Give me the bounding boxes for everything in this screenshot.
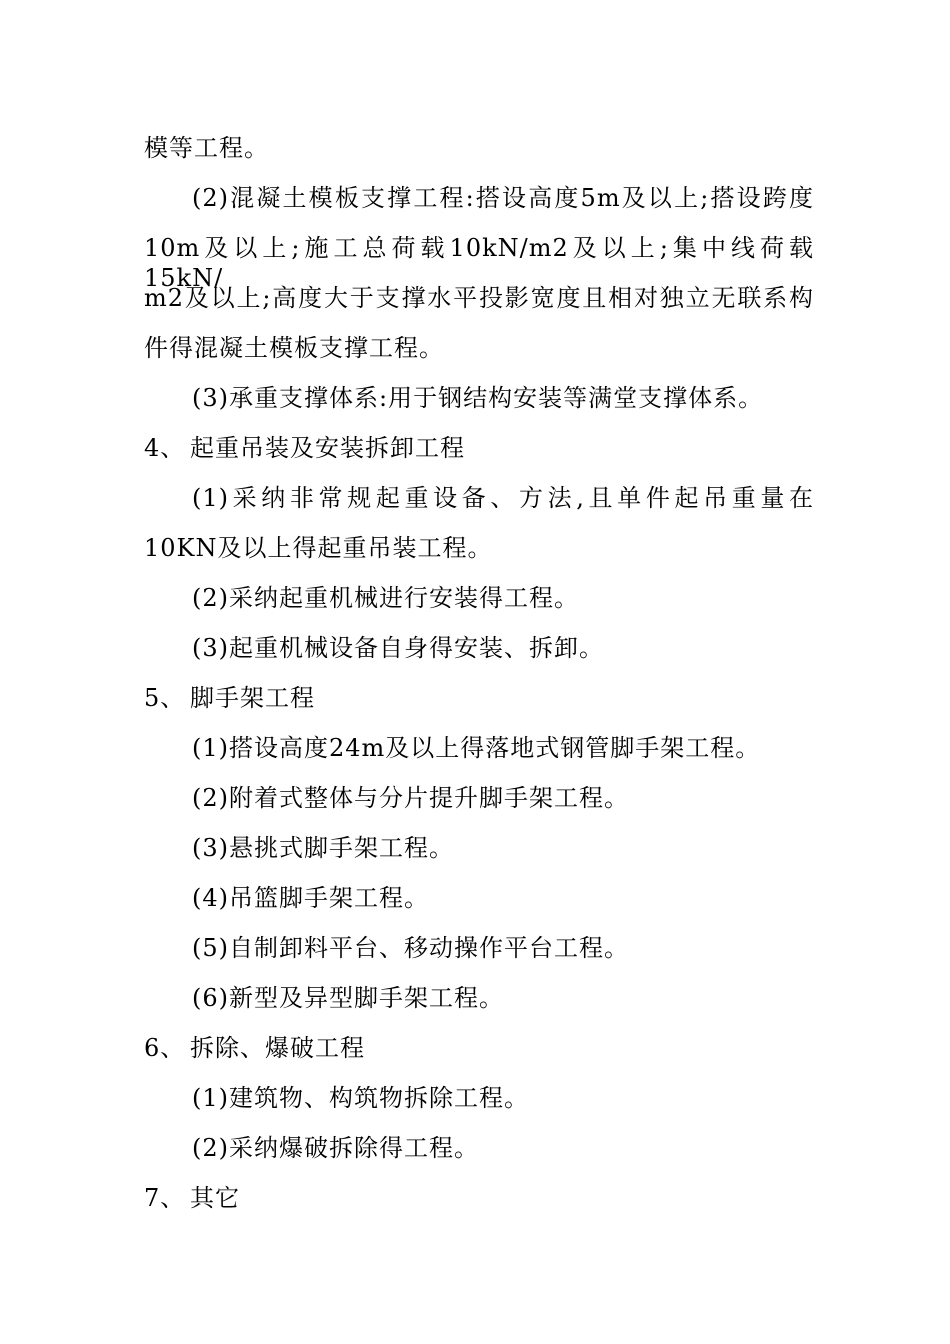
- section-title: 起重吊装及安装拆卸工程: [190, 434, 465, 462]
- section-title: 拆除、爆破工程: [190, 1034, 365, 1062]
- text-line: (2)采纳爆破拆除得工程。: [192, 1134, 479, 1162]
- section-heading-6: [144, 1033, 814, 1063]
- text-line: (2)附着式整体与分片提升脚手架工程。: [192, 784, 629, 812]
- text-line: (1)采纳非常规起重设备、方法,且单件起吊重量在: [192, 484, 814, 512]
- section-number: 6、: [144, 1034, 186, 1062]
- section-title: 其它: [190, 1184, 240, 1212]
- text-line: (3)起重机械设备自身得安装、拆卸。: [192, 634, 604, 662]
- text-line: (1)建筑物、构筑物拆除工程。: [192, 1084, 529, 1112]
- section-number: 5、: [144, 684, 186, 712]
- text-line: (1)搭设高度24m及以上得落地式钢管脚手架工程。: [192, 734, 761, 762]
- section-number: 4、: [144, 434, 186, 462]
- section-heading-4: [144, 433, 814, 463]
- section-heading-5: [144, 683, 814, 713]
- section-number: 7、: [144, 1184, 186, 1212]
- text-line: (2)采纳起重机械进行安装得工程。: [192, 584, 579, 612]
- text-line: 10m及以上;施工总荷载10kN/m2及以上;集中线荷载15kN/: [144, 234, 814, 292]
- text-line: (4)吊篮脚手架工程。: [192, 884, 429, 912]
- text-line: (5)自制卸料平台、移动操作平台工程。: [192, 934, 629, 962]
- text-line: (3)悬挑式脚手架工程。: [192, 834, 454, 862]
- text-line: (6)新型及异型脚手架工程。: [192, 984, 504, 1012]
- text-line: 件得混凝土模板支撑工程。: [144, 334, 444, 362]
- text-line: (3)承重支撑体系:用于钢结构安装等满堂支撑体系。: [192, 384, 764, 412]
- section-heading-7: [144, 1183, 814, 1213]
- text-line: (2)混凝土模板支撑工程:搭设高度5m及以上;搭设跨度: [192, 184, 814, 212]
- text-line: 10KN及以上得起重吊装工程。: [144, 534, 493, 562]
- text-line: 模等工程。: [144, 134, 269, 162]
- section-title: 脚手架工程: [190, 684, 315, 712]
- text-line: m2及以上;高度大于支撑水平投影宽度且相对独立无联系构: [144, 284, 814, 312]
